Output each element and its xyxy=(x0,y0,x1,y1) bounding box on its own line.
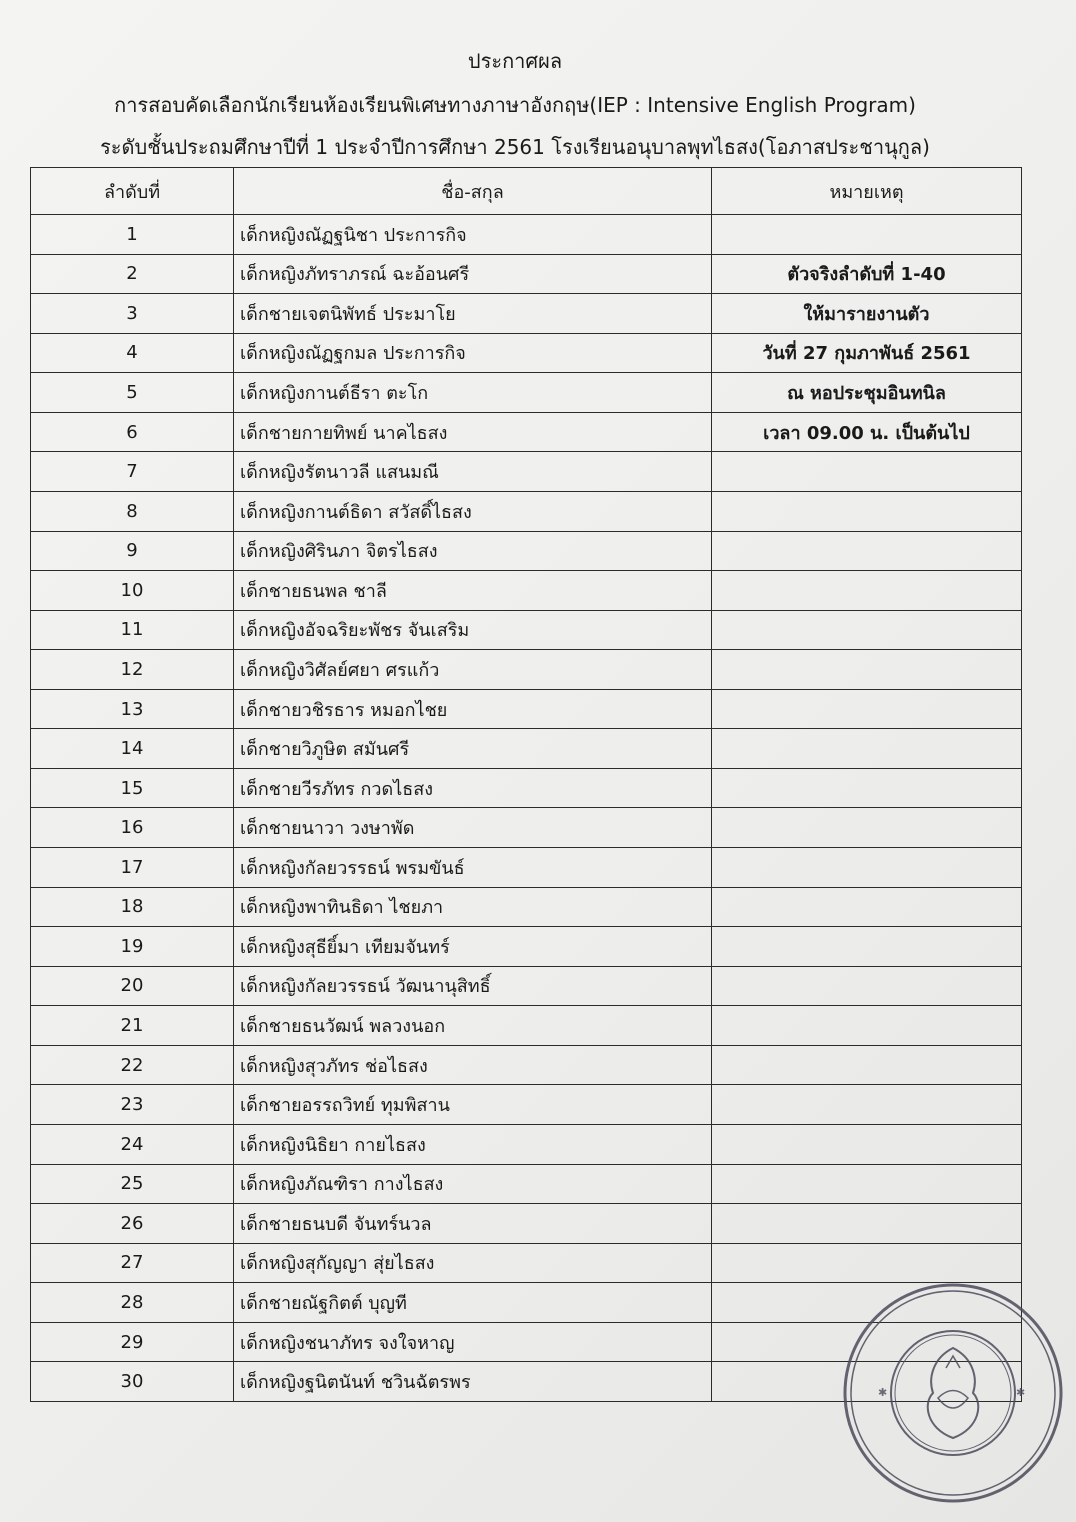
table-row xyxy=(31,768,1022,808)
student-name: เด็กชายนาวา วงษาพัด xyxy=(234,808,712,848)
row-remark xyxy=(712,1204,1022,1244)
row-remark xyxy=(712,887,1022,927)
row-number: 21 xyxy=(31,1006,234,1046)
table-row xyxy=(31,452,1022,492)
row-number: 19 xyxy=(31,927,234,967)
row-number: 22 xyxy=(31,1045,234,1085)
svg-text:✱: ✱ xyxy=(1016,1386,1026,1399)
table-row xyxy=(31,1243,1022,1283)
table-row xyxy=(31,966,1022,1006)
student-name: เด็กหญิงภัทราภรณ์ ฉะอ้อนศรี xyxy=(234,254,712,294)
student-name: เด็กหญิงสุวภัทร ช่อไธสง xyxy=(234,1045,712,1085)
student-name: เด็กหญิงฐนิตนันท์ ชวินฉัตรพร xyxy=(234,1362,712,1402)
column-header-number: ลำดับที่ xyxy=(31,168,234,215)
student-name: เด็กชายวชิรธาร หมอกไชย xyxy=(234,689,712,729)
row-remark xyxy=(712,610,1022,650)
row-remark: ตัวจริงลำดับที่ 1-40 xyxy=(712,254,1022,294)
row-number: 14 xyxy=(31,729,234,769)
row-number: 24 xyxy=(31,1124,234,1164)
row-remark xyxy=(712,1124,1022,1164)
table-row xyxy=(31,887,1022,927)
student-name: เด็กหญิงรัตนาวลี แสนมณี xyxy=(234,452,712,492)
row-remark xyxy=(712,571,1022,611)
row-number: 28 xyxy=(31,1283,234,1323)
row-remark xyxy=(712,491,1022,531)
row-remark: วันที่ 27 กุมภาพันธ์ 2561 xyxy=(712,333,1022,373)
table-row xyxy=(31,254,1022,294)
svg-text:✱: ✱ xyxy=(878,1386,888,1399)
table-row xyxy=(31,1164,1022,1204)
row-number: 23 xyxy=(31,1085,234,1125)
student-name: เด็กหญิงสุกัญญา สุ่ยไธสง xyxy=(234,1243,712,1283)
row-number: 1 xyxy=(31,215,234,255)
row-number: 26 xyxy=(31,1204,234,1244)
row-remark: ณ หอประชุมอินทนิล xyxy=(712,373,1022,413)
table-row xyxy=(31,571,1022,611)
row-number: 13 xyxy=(31,689,234,729)
row-remark xyxy=(712,650,1022,690)
row-number: 18 xyxy=(31,887,234,927)
student-name: เด็กหญิงวิศัลย์ศยา ศรแก้ว xyxy=(234,650,712,690)
row-number: 30 xyxy=(31,1362,234,1402)
student-name: เด็กหญิงสุธียิ์มา เทียมจันทร์ xyxy=(234,927,712,967)
row-remark xyxy=(712,1164,1022,1204)
student-name: เด็กชายกายทิพย์ นาคไธสง xyxy=(234,412,712,452)
row-remark xyxy=(712,689,1022,729)
row-remark xyxy=(712,848,1022,888)
row-number: 15 xyxy=(31,768,234,808)
table-row xyxy=(31,1045,1022,1085)
row-remark xyxy=(712,729,1022,769)
row-remark xyxy=(712,531,1022,571)
row-number: 3 xyxy=(31,294,234,334)
student-name: เด็กหญิงนิธิยา กายไธสง xyxy=(234,1124,712,1164)
row-remark xyxy=(712,808,1022,848)
student-name: เด็กหญิงพาทินธิดา ไชยภา xyxy=(234,887,712,927)
student-name: เด็กหญิงอัจฉริยะพัชร จันเสริม xyxy=(234,610,712,650)
row-number: 27 xyxy=(31,1243,234,1283)
table-row xyxy=(31,848,1022,888)
column-header-name: ชื่อ-สกุล xyxy=(234,168,712,215)
table-row xyxy=(31,215,1022,255)
row-remark xyxy=(712,215,1022,255)
row-number: 17 xyxy=(31,848,234,888)
document-subtitle: การสอบคัดเลือกนักเรียนห้องเรียนพิเศษทางภาษาอังกฤษ(IEP : Intensive English Program) xyxy=(114,93,916,117)
student-name: เด็กหญิงภัณฑิรา กางไธสง xyxy=(234,1164,712,1204)
row-number: 11 xyxy=(31,610,234,650)
table-row xyxy=(31,610,1022,650)
row-number: 4 xyxy=(31,333,234,373)
row-number: 6 xyxy=(31,412,234,452)
document-title: ประกาศผล xyxy=(467,49,563,73)
row-remark xyxy=(712,1085,1022,1125)
row-remark xyxy=(712,1045,1022,1085)
student-name: เด็กชายณัฐกิตต์ บุญที xyxy=(234,1283,712,1323)
student-name: เด็กหญิงศิรินภา จิตรไธสง xyxy=(234,531,712,571)
table-row xyxy=(31,294,1022,334)
row-remark: ให้มารายงานตัว xyxy=(712,294,1022,334)
row-remark xyxy=(712,966,1022,1006)
row-number: 5 xyxy=(31,373,234,413)
row-number: 12 xyxy=(31,650,234,690)
row-remark xyxy=(712,452,1022,492)
table-row xyxy=(31,531,1022,571)
table-row xyxy=(31,650,1022,690)
row-number: 8 xyxy=(31,491,234,531)
table-row xyxy=(31,1006,1022,1046)
student-name: เด็กหญิงณัฏฐกมล ประการกิจ xyxy=(234,333,712,373)
student-name: เด็กชายวีรภัทร กวดไธสง xyxy=(234,768,712,808)
school-seal-stamp xyxy=(838,1278,1068,1508)
row-number: 20 xyxy=(31,966,234,1006)
document-subtitle-2: ระดับชั้นประถมศึกษาปีที่ 1 ประจำปีการศึกษา 2561 โรงเรียนอนุบาลพุทไธสง(โอภาสประชานุกูล) xyxy=(100,135,930,159)
student-name: เด็กหญิงกัลยวรรธน์ พรมขันธ์ xyxy=(234,848,712,888)
row-number: 16 xyxy=(31,808,234,848)
row-number: 7 xyxy=(31,452,234,492)
student-name: เด็กหญิงกัลยวรรธน์ วัฒนานุสิทธิ์ xyxy=(234,966,712,1006)
student-name: เด็กชายวิภูษิต สมันศรี xyxy=(234,729,712,769)
row-remark xyxy=(712,1006,1022,1046)
student-name: เด็กชายอรรถวิทย์ ทุมพิสาน xyxy=(234,1085,712,1125)
table-row xyxy=(31,808,1022,848)
table-row xyxy=(31,1124,1022,1164)
student-name: เด็กชายธนวัฒน์ พลวงนอก xyxy=(234,1006,712,1046)
row-number: 10 xyxy=(31,571,234,611)
student-name: เด็กชายธนบดี จันทร์นวล xyxy=(234,1204,712,1244)
table-row xyxy=(31,689,1022,729)
student-name: เด็กหญิงชนาภัทร จงใจหาญ xyxy=(234,1322,712,1362)
table-row xyxy=(31,1085,1022,1125)
student-name: เด็กหญิงกานต์ธิดา สวัสดิ์ไธสง xyxy=(234,491,712,531)
row-number: 29 xyxy=(31,1322,234,1362)
table-row xyxy=(31,927,1022,967)
row-remark: เวลา 09.00 น. เป็นต้นไป xyxy=(712,412,1022,452)
table-row xyxy=(31,1204,1022,1244)
student-name: เด็กชายเจตนิพัทธ์ ประมาโย xyxy=(234,294,712,334)
column-header-remark: หมายเหตุ xyxy=(712,168,1022,215)
student-name: เด็กชายธนพล ชาลี xyxy=(234,571,712,611)
table-row xyxy=(31,491,1022,531)
row-remark xyxy=(712,927,1022,967)
results-table xyxy=(30,167,1022,1402)
student-name: เด็กหญิงกานต์ธีรา ตะโก xyxy=(234,373,712,413)
row-number: 2 xyxy=(31,254,234,294)
row-number: 9 xyxy=(31,531,234,571)
student-name: เด็กหญิงณัฏฐนิชา ประการกิจ xyxy=(234,215,712,255)
row-number: 25 xyxy=(31,1164,234,1204)
table-row xyxy=(31,333,1022,373)
table-row xyxy=(31,373,1022,413)
table-header-row xyxy=(31,168,1022,215)
row-remark xyxy=(712,1243,1022,1283)
table-row xyxy=(31,412,1022,452)
row-remark xyxy=(712,768,1022,808)
table-row xyxy=(31,729,1022,769)
